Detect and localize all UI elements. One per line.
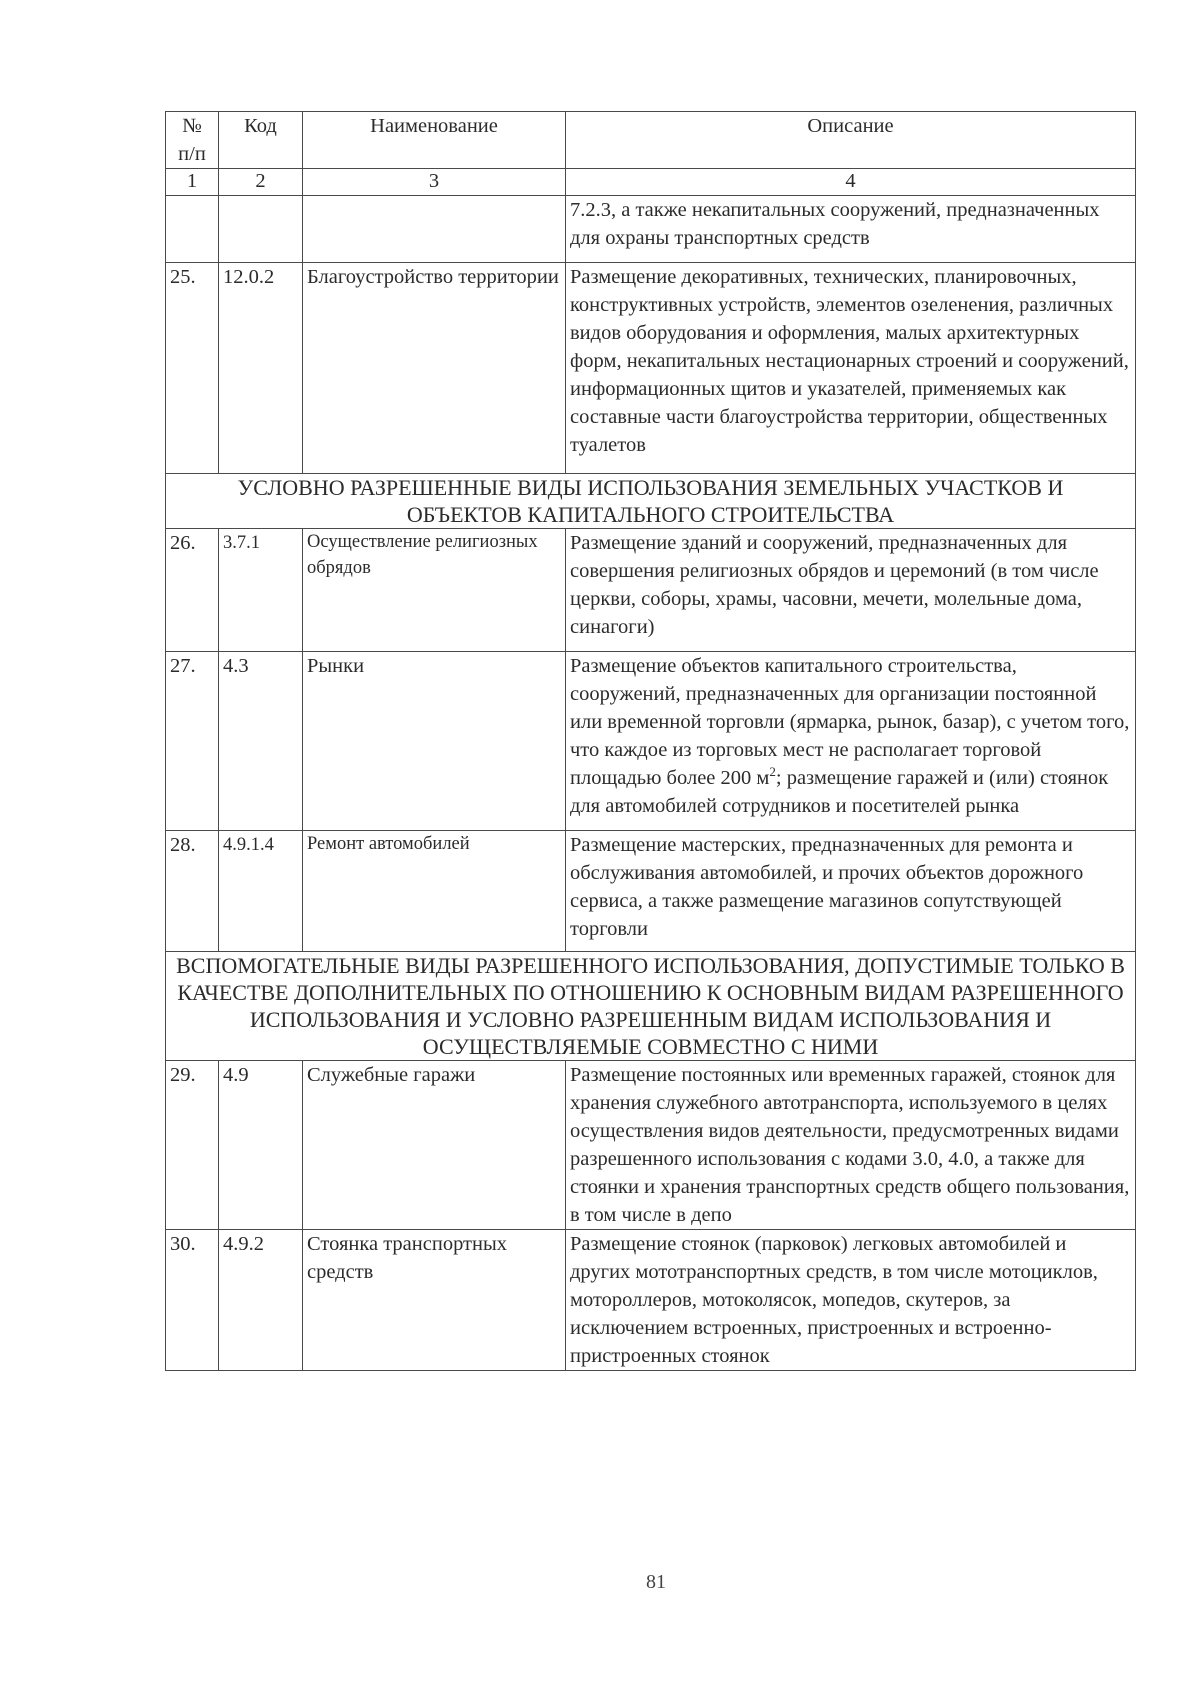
cell-description: Размещение мастерских, предназначенных для ремонта и обслуживания автомобилей, и прочих объектов дорожного сервиса, а также размещение магазинов сопутствующей торговли — [566, 831, 1136, 952]
cell-name: Рынки — [303, 652, 566, 831]
cell-number: 30. — [166, 1230, 219, 1371]
cell-description — [566, 652, 1136, 831]
page-number: 81 — [646, 1571, 666, 1593]
cell-code: 4.3 — [219, 652, 303, 831]
header-number: № п/п — [166, 112, 219, 169]
table-header-row — [166, 112, 1136, 169]
cell-description: Размещение зданий и сооружений, предназначенных для совершения религиозных обрядов и церемоний (в том числе церкви, соборы, храмы, часовни, мечети, молельные дома, синагоги) — [566, 529, 1136, 652]
cell-number: 27. — [166, 652, 219, 831]
description-text: Размещение объектов капитального строительства, сооружений, предназначенных для организации постоянной или временной торговли (ярмарка, рынок, базар), с учетом того, что каждое из торговых мест не располагает торговой площадью более 200 м — [570, 655, 1130, 789]
cell-name — [303, 196, 566, 263]
cell-number: 29. — [166, 1061, 219, 1230]
section-heading-auxiliary: ВСПОМОГАТЕЛЬНЫЕ ВИДЫ РАЗРЕШЕННОГО ИСПОЛЬЗОВАНИЯ, ДОПУСТИМЫЕ ТОЛЬКО В КАЧЕСТВЕ ДОПОЛНИТЕЛЬНЫХ ПО ОТНОШЕНИЮ К ОСНОВНЫМ ВИДАМ РАЗРЕШЕННОГО ИСПОЛЬЗОВАНИЯ И УСЛОВНО РАЗРЕШЕННЫМ ВИДАМ ИСПОЛЬЗОВАНИЯ И ОСУЩЕСТВЛЯЕМЫЕ СОВМЕСТНО С НИМИ — [166, 952, 1136, 1061]
section-row — [166, 952, 1136, 1061]
cell-code: 4.9 — [219, 1061, 303, 1230]
section-row — [166, 474, 1136, 529]
superscript: 2 — [769, 764, 776, 780]
cell-name: Служебные гаражи — [303, 1061, 566, 1230]
header-name: Наименование — [303, 112, 566, 169]
cell-code — [219, 196, 303, 263]
description-text: ; размещение гаражей и (или) стоянок для автомобилей сотрудников и посетителей рынка — [570, 767, 1109, 817]
table-row — [166, 652, 1136, 831]
column-number: 2 — [219, 169, 303, 196]
cell-code: 4.9.1.4 — [219, 831, 303, 952]
table-row-continued — [166, 196, 1136, 263]
cell-name: Осуществление религиозных обрядов — [303, 529, 566, 652]
column-number: 4 — [566, 169, 1136, 196]
table-row — [166, 529, 1136, 652]
column-number: 1 — [166, 169, 219, 196]
cell-number: 28. — [166, 831, 219, 952]
cell-description: Размещение декоративных, технических, планировочных, конструктивных устройств, элементов озеленения, различных видов оборудования и оформления, малых архитектурных форм, некапитальных нестационарных строений и сооружений, информационных щитов и указателей, применяемых как составные части благоустройства территории, общественных туалетов — [566, 263, 1136, 474]
header-code: Код — [219, 112, 303, 169]
cell-name: Благоустройство территории — [303, 263, 566, 474]
header-description: Описание — [566, 112, 1136, 169]
section-heading-conditional: УСЛОВНО РАЗРЕШЕННЫЕ ВИДЫ ИСПОЛЬЗОВАНИЯ ЗЕМЕЛЬНЫХ УЧАСТКОВ И ОБЪЕКТОВ КАПИТАЛЬНОГО СТРОИТЕЛЬСТВА — [166, 474, 1136, 529]
cell-name: Стоянка транспортных средств — [303, 1230, 566, 1371]
cell-number — [166, 196, 219, 263]
cell-description: Размещение постоянных или временных гаражей, стоянок для хранения служебного автотранспорта, используемого в целях осуществления видов деятельности, предусмотренных видами разрешенного использования с кодами 3.0, 4.0, а также для стоянки и хранения транспортных средств общего пользования, в том числе в депо — [566, 1061, 1136, 1230]
cell-code: 12.0.2 — [219, 263, 303, 474]
table-row — [166, 263, 1136, 474]
cell-code: 4.9.2 — [219, 1230, 303, 1371]
table-row — [166, 1061, 1136, 1230]
column-number: 3 — [303, 169, 566, 196]
column-numbers-row — [166, 169, 1136, 196]
table-row — [166, 1230, 1136, 1371]
cell-description: Размещение стоянок (парковок) легковых автомобилей и других мототранспортных средств, в том числе мотоциклов, мотороллеров, мотоколясок, мопедов, скутеров, за исключением встроенных, пристроенных и встроенно-пристроенных стоянок — [566, 1230, 1136, 1371]
table-row — [166, 831, 1136, 952]
cell-number: 26. — [166, 529, 219, 652]
cell-code: 3.7.1 — [219, 529, 303, 652]
cell-number: 25. — [166, 263, 219, 474]
land-use-table — [165, 111, 1136, 1371]
cell-description: 7.2.3, а также некапитальных сооружений, предназначенных для охраны транспортных средств — [566, 196, 1136, 263]
cell-name: Ремонт автомобилей — [303, 831, 566, 952]
